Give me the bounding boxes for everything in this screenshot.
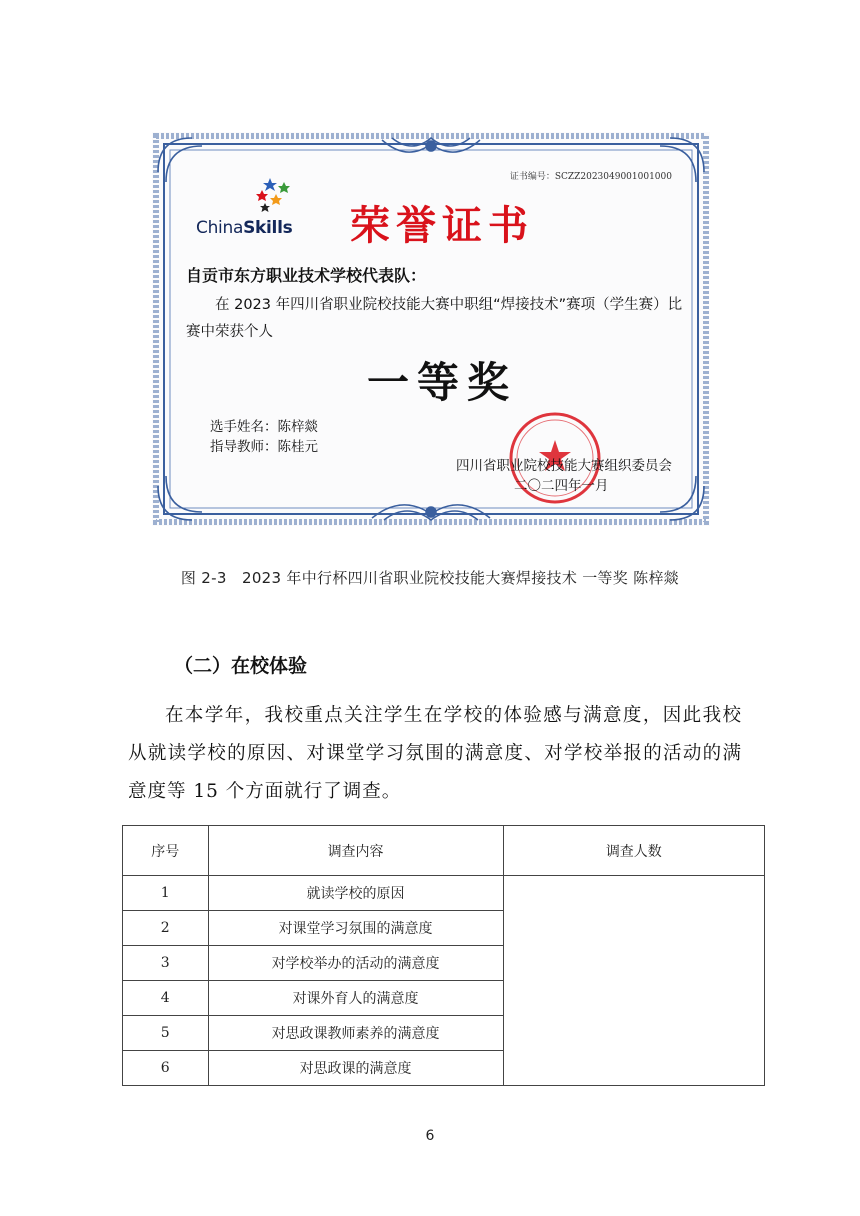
stars-icon (254, 176, 294, 214)
row-content: 对课堂学习氛围的满意度 (208, 911, 503, 946)
section-paragraph: 在本学年，我校重点关注学生在学校的体验感与满意度，因此我校从就读学校的原因、对课堂学习氛围的满意度、对学校举报的活动的满意度等 15 个方面就行了调查。 (128, 705, 742, 802)
row-content: 对学校举办的活动的满意度 (208, 946, 503, 981)
header-no: 序号 (123, 826, 209, 876)
certificate-date: 二〇二四年一月 (514, 478, 609, 494)
header-count: 调查人数 (503, 826, 764, 876)
section-heading: （二）在校体验 (174, 655, 308, 677)
page-number: 6 (425, 1128, 435, 1144)
certificate-title: 荣誉证书 (350, 202, 534, 249)
row-content: 对思政课教师素养的满意度 (208, 1016, 503, 1051)
certificate-teacher: 指导教师：陈桂元 (210, 439, 318, 455)
row-no: 1 (123, 876, 209, 911)
survey-table (122, 825, 765, 1086)
row-content: 对思政课的满意度 (208, 1051, 503, 1086)
header-content: 调查内容 (208, 826, 503, 876)
certificate-body: 在 2023 年四川省职业院校技能大赛中职组“焊接技术”赛项（学生赛）比赛中荣获个人 (186, 297, 683, 340)
table-header-row (123, 826, 765, 876)
row-content: 就读学校的原因 (208, 876, 503, 911)
row-content: 对课外育人的满意度 (208, 981, 503, 1016)
certificate-issuer: 四川省职业院校技能大赛组织委员会 (456, 458, 672, 474)
certificate-award: 一等奖 (366, 358, 517, 407)
row-no: 4 (123, 981, 209, 1016)
row-no: 3 (123, 946, 209, 981)
certificate-image (152, 132, 710, 526)
row-no: 5 (123, 1016, 209, 1051)
table-row (123, 876, 765, 911)
certificate-number: 证书编号：SCZZ2023049001001000 (509, 172, 672, 182)
survey-count-cell (503, 876, 764, 1086)
chinaskills-logo (196, 176, 296, 240)
certificate-recipient: 自贡市东方职业技术学校代表队： (186, 266, 427, 285)
row-no: 6 (123, 1051, 209, 1086)
certificate-player: 选手姓名：陈梓燚 (210, 419, 318, 435)
chinaskills-wordmark: ChinaSkills (196, 218, 293, 238)
figure-caption: 图 2-3 2023 年中行杯四川省职业院校技能大赛焊接技术 一等奖 陈梓燚 (180, 569, 680, 587)
row-no: 2 (123, 911, 209, 946)
